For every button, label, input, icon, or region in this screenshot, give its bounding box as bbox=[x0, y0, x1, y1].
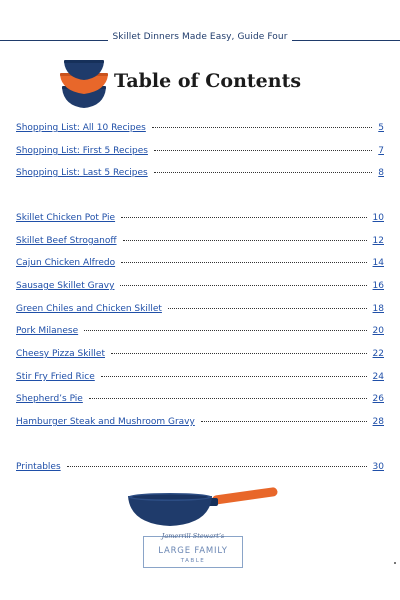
page-title: Table of Contents bbox=[114, 70, 302, 92]
toc-item[interactable] bbox=[16, 462, 384, 476]
dot-leader bbox=[67, 466, 367, 467]
toc-item-label[interactable]: Green Chiles and Chicken Skillet bbox=[16, 304, 162, 314]
logo-main-text: LARGE FAMILY bbox=[158, 546, 228, 556]
toc-item-page[interactable]: 7 bbox=[378, 146, 384, 156]
toc-item-label[interactable]: Shopping List: First 5 Recipes bbox=[16, 146, 148, 156]
toc-item[interactable] bbox=[16, 258, 384, 272]
toc-item-page[interactable]: 30 bbox=[372, 462, 384, 472]
logo-script-text: Jamerrill Stewart’s bbox=[161, 532, 225, 540]
logo-sub-text: TABLE bbox=[180, 558, 206, 564]
toc-item-label[interactable]: Skillet Chicken Pot Pie bbox=[16, 213, 116, 223]
toc-item[interactable] bbox=[16, 123, 384, 137]
toc-item-page[interactable]: 26 bbox=[372, 394, 384, 404]
dot-leader bbox=[89, 398, 367, 399]
toc-item[interactable] bbox=[16, 417, 384, 431]
toc-item-label[interactable]: Skillet Beef Stroganoff bbox=[16, 236, 117, 246]
toc-item[interactable] bbox=[16, 146, 384, 160]
toc-item-label[interactable]: Stir Fry Fried Rice bbox=[16, 372, 95, 382]
toc-item-label[interactable]: Shepherd’s Pie bbox=[16, 394, 83, 404]
toc-item-label[interactable]: Cheesy Pizza Skillet bbox=[16, 349, 105, 359]
toc-item[interactable] bbox=[16, 236, 384, 250]
toc-item[interactable] bbox=[16, 213, 384, 227]
toc-item-label[interactable]: Shopping List: All 10 Recipes bbox=[16, 123, 146, 133]
dot-leader bbox=[121, 217, 366, 218]
toc-item[interactable] bbox=[16, 349, 384, 363]
header-rule-right bbox=[292, 40, 400, 41]
guide-title: Skillet Dinners Made Easy, Guide Four bbox=[112, 32, 288, 42]
toc-item[interactable] bbox=[16, 372, 384, 386]
toc-item-page[interactable]: 14 bbox=[372, 258, 384, 268]
toc-item-page[interactable]: 10 bbox=[372, 213, 384, 223]
dot-leader bbox=[123, 240, 367, 241]
skillet-icon bbox=[124, 486, 280, 528]
dot-leader bbox=[120, 285, 366, 286]
toc-item-label[interactable]: Pork Milanese bbox=[16, 326, 79, 336]
page-marker-dot bbox=[394, 562, 396, 564]
toc-item-page[interactable]: 12 bbox=[372, 236, 384, 246]
toc-item[interactable] bbox=[16, 168, 384, 182]
toc-item-label[interactable]: Printables bbox=[16, 462, 61, 472]
toc-item-page[interactable]: 8 bbox=[378, 168, 384, 178]
toc-item-page[interactable]: 20 bbox=[372, 326, 384, 336]
stacked-bowls-icon bbox=[58, 58, 110, 112]
toc-item-page[interactable]: 22 bbox=[372, 349, 384, 359]
toc-item[interactable] bbox=[16, 394, 384, 408]
toc-item-page[interactable]: 24 bbox=[372, 372, 384, 382]
dot-leader bbox=[84, 330, 366, 331]
toc-item-page[interactable]: 28 bbox=[372, 417, 384, 427]
toc-item-page[interactable]: 5 bbox=[378, 123, 384, 133]
toc-item-page[interactable]: 18 bbox=[372, 304, 384, 314]
brand-logo bbox=[143, 532, 243, 568]
dot-leader bbox=[101, 376, 367, 377]
dot-leader bbox=[168, 308, 367, 309]
dot-leader bbox=[154, 150, 372, 151]
dot-leader bbox=[121, 262, 366, 263]
toc-item-label[interactable]: Hamburger Steak and Mushroom Gravy bbox=[16, 417, 195, 427]
toc-item[interactable] bbox=[16, 304, 384, 318]
toc-item[interactable] bbox=[16, 326, 384, 340]
toc-item[interactable] bbox=[16, 281, 384, 295]
dot-leader bbox=[154, 172, 373, 173]
dot-leader bbox=[111, 353, 367, 354]
toc-item-page[interactable]: 16 bbox=[372, 281, 384, 291]
toc-item-label[interactable]: Shopping List: Last 5 Recipes bbox=[16, 168, 148, 178]
toc-item-label[interactable]: Cajun Chicken Alfredo bbox=[16, 258, 116, 268]
dot-leader bbox=[201, 421, 367, 422]
dot-leader bbox=[152, 127, 372, 128]
toc-item-label[interactable]: Sausage Skillet Gravy bbox=[16, 281, 115, 291]
